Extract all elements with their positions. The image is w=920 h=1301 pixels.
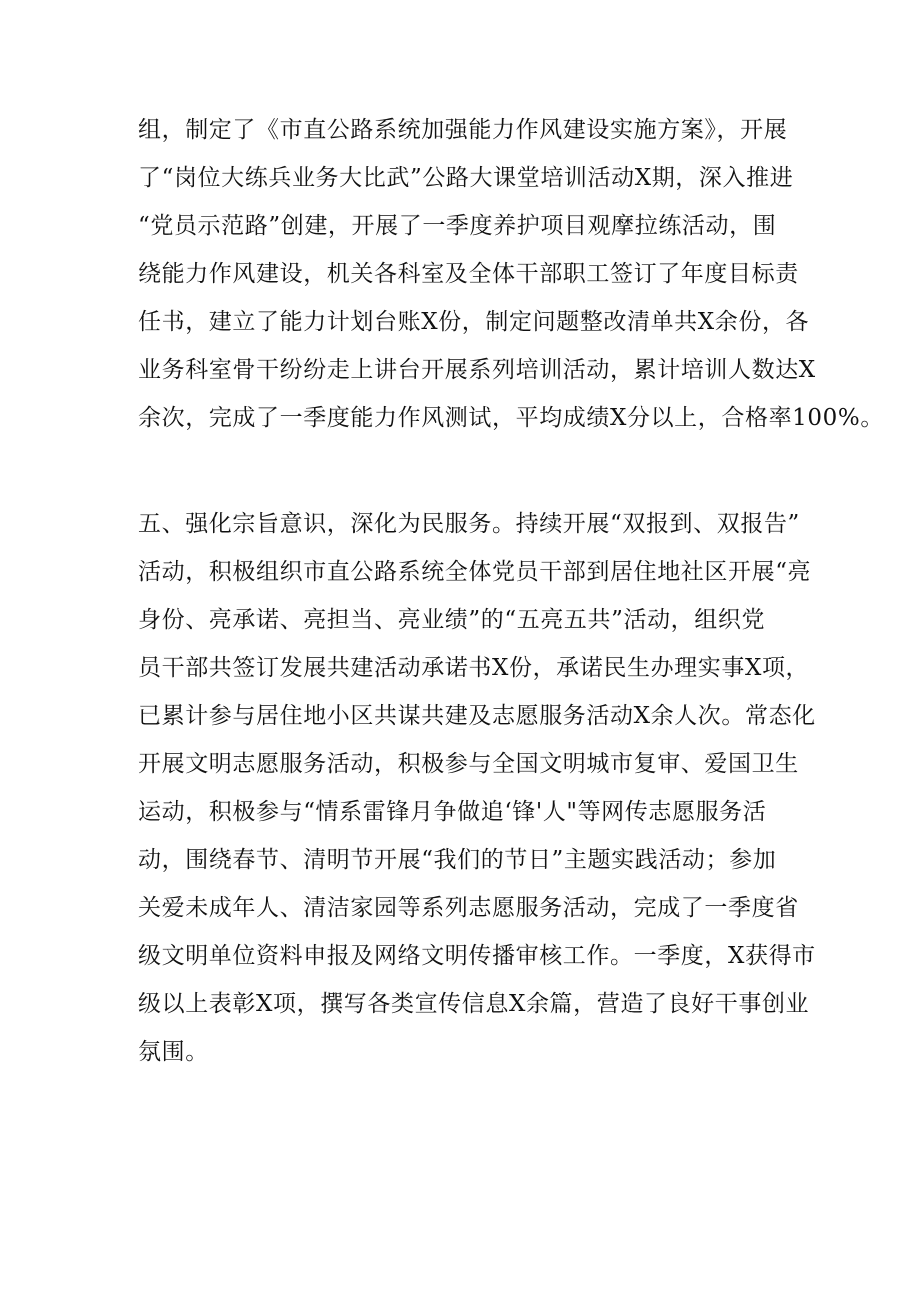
paragraph-line: 组，制定了《市直公路系统加强能力作风建设实施方案》，开展 bbox=[138, 117, 788, 143]
paragraph-line: 绕能力作风建设，机关各科室及全体干部职工签订了年度目标责 bbox=[138, 261, 799, 287]
paragraph-line: 余次，完成了一季度能力作风测试，平均成绩X分以上，合格率100%。 bbox=[138, 405, 884, 431]
paragraph-line: 活动，积极组织市直公路系统全体党员干部到居住地社区开展“亮 bbox=[138, 559, 812, 585]
paragraph-line: 开展文明志愿服务活动，积极参与全国文明城市复审、爱国卫生 bbox=[138, 751, 799, 777]
paragraph-line: “党员示范路”创建，开展了一季度养护项目观摩拉练活动，围 bbox=[138, 213, 777, 239]
paragraph-line: 业务科室骨干纷纷走上讲台开展系列培训活动，累计培训人数达X bbox=[138, 357, 816, 383]
paragraph-line: 任书，建立了能力计划台账X份，制定问题整改清单共X余份，各 bbox=[138, 309, 810, 335]
section-heading-line: 五、强化宗旨意识，深化为民服务。持续开展“双报到、双报告” bbox=[138, 511, 800, 537]
paragraph-line: 关爱未成年人、清洁家园等系列志愿服务活动，完成了一季度省 bbox=[138, 895, 799, 921]
paragraph-line: 动，围绕春节、清明节开展“我们的节日”主题实践活动；参加 bbox=[138, 847, 777, 873]
paragraph-line: 身份、亮承诺、亮担当、亮业绩”的“五亮五共”活动，组织党 bbox=[138, 607, 766, 633]
paragraph-line: 运动，积极参与“情系雷锋月争做追‘锋'人"等网传志愿服务活 bbox=[138, 799, 767, 825]
paragraph-line: 了“岗位大练兵业务大比武”公路大课堂培训活动X期，深入推进 bbox=[138, 165, 794, 191]
paragraph-line: 级文明单位资料申报及网络文明传播审核工作。一季度，X获得市 bbox=[138, 943, 816, 969]
paragraph-line: 已累计参与居住地小区共谋共建及志愿服务活动X余人次。常态化 bbox=[138, 703, 816, 729]
paragraph-line: 级以上表彰X项，撰写各类宣传信息X余篇，营造了良好干事创业 bbox=[138, 991, 810, 1017]
paragraph-line: 氛围。 bbox=[138, 1039, 209, 1065]
paragraph-line: 员干部共签订发展共建活动承诺书X份，承诺民生办理实事X项， bbox=[138, 655, 810, 681]
